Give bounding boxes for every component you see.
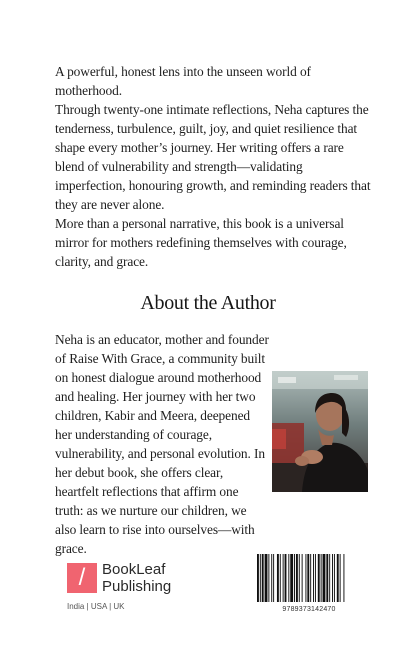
barcode-bar [285, 554, 287, 602]
barcode-bar [305, 554, 306, 602]
barcode-bar [321, 554, 322, 602]
barcode-bar [326, 554, 328, 602]
barcode-bar [329, 554, 330, 602]
barcode-bar [307, 554, 309, 602]
barcode-bars [255, 554, 363, 604]
barcode-bar [302, 554, 303, 602]
barcode-bar [268, 554, 269, 602]
blurb-paragraph-2: Through twenty-one intimate reflections, Neha captures the tenderness, turbulence, guilt, joy, and quiet resilience that shape every mother’s journey. Her writing offers a rare blend of vulnerability and strength—validating imperfection, honouring growth, and reminding readers that they are never alone. [55, 102, 371, 212]
barcode-bar [299, 554, 300, 602]
barcode-bar [273, 554, 274, 602]
barcode-bar [334, 554, 335, 602]
barcode-bar [260, 554, 261, 602]
barcode-bar [277, 554, 279, 602]
back-cover-blurb [55, 62, 375, 271]
author-bio: Neha is an educator, mother and founder of Raise With Grace, a community built on honest dialogue around motherhood and healing. Her journey with her two children, Kabir and Meera, deepened her understanding of courage, vulnerability, and personal evolution. In her debut book, she offers clear, heartfelt reflections that affirm one truth: as we nurture our children, we also learn to rise into ourselves—with grace. [55, 332, 269, 556]
barcode-bar [340, 554, 341, 602]
barcode-bar [290, 554, 293, 602]
barcode-bar [283, 554, 284, 602]
barcode-bar [315, 554, 316, 602]
barcode-bar [337, 554, 339, 602]
publisher-countries: India | USA | UK [67, 602, 125, 611]
barcode-bar [294, 554, 295, 602]
publisher-name-line1: BookLeaf [102, 561, 166, 578]
barcode-bar [288, 554, 289, 602]
barcode-bar [296, 554, 298, 602]
publisher-name-line2: Publishing [102, 578, 172, 595]
blurb-paragraph-3: More than a personal narrative, this book is a universal mirror for mothers redefining themselves with courage, clarity, and grace. [55, 216, 347, 269]
publisher-logo [67, 563, 217, 613]
publisher-name [102, 561, 222, 595]
barcode-bar [310, 554, 311, 602]
about-author-heading: About the Author [140, 292, 276, 314]
barcode-bar [323, 554, 326, 602]
barcode-bar [332, 554, 333, 602]
blurb-paragraph-1: A powerful, honest lens into the unseen world of motherhood. [55, 64, 311, 98]
barcode-bar [257, 554, 259, 602]
barcode-bar [262, 554, 264, 602]
barcode-bar [265, 554, 268, 602]
barcode-bar [318, 554, 320, 602]
barcode-bar [343, 554, 344, 602]
isbn-number: 9789373142470 [282, 606, 336, 613]
barcode-bar [313, 554, 314, 602]
barcode-bar [271, 554, 272, 602]
isbn-barcode [255, 554, 363, 616]
barcode-bar [280, 554, 281, 602]
author-photo-illustration [272, 371, 368, 492]
author-photo [272, 371, 368, 492]
publisher-mark-icon: / [67, 563, 97, 593]
